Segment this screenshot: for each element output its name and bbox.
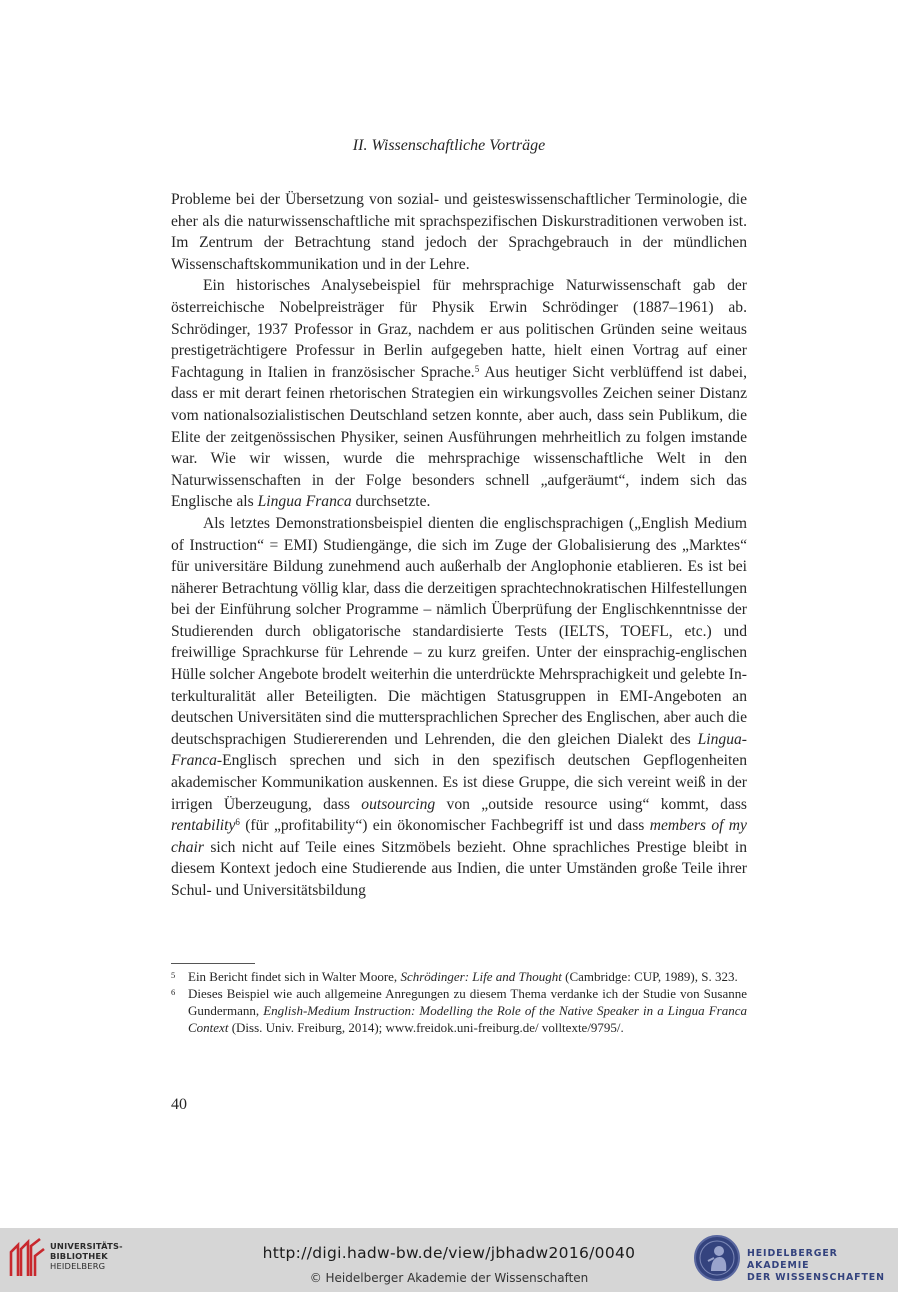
page-number: 40 [171,1096,187,1113]
running-head: II. Wissenschaftliche Vorträge [352,137,546,154]
footnote-mark-5: 5 [171,970,176,980]
permalink-url[interactable]: http://digi.hadw-bw.de/view/jbhadw2016/0040 [262,1244,636,1262]
footnote-ref-6[interactable]: 6 [235,817,240,828]
academy-logo[interactable] [694,1235,894,1285]
footnote-mark-6: 6 [171,987,176,997]
paragraph-3: Als letztes Demonstrationsbeispiel dienten die englischsprachigen („English Medium of Instruction“ = EMI) Studiengänge, die sich im Zuge der Globalisierung des „Marktes“ für universitäre Bildung zunehmend auch außerhalb der Anglophonie etablieren. Es ist bei näherer Betrachtung völlig klar, dass die derzeitigen sprachtechnokratischen Hilfestellungen bei der Einführung solcher Programme – nämlich Überprüfung der Englischkenntnisse der Studierenden durch obligatorische standardisierte Tests (IELTS, TOEFL, etc.) und freiwillige Sprachkurse für Lehrende – zu kurz greifen. Unter der einsprachig-englischen Hülle solcher Angebote brodelt weiterhin die unterdrückte Mehrsprachigkeit und gelebte Interkulturalität aller Beteiligten. Die mächtigen Statusgruppen in EMI-Angeboten an deutschen Universitäten sind die muttersprachlichen Sprecher des Englischen, aber auch die deutschsprachigen Studiererenden und Lehrenden, die den gleichen Dialekt des Lingua-Franca-Englisch sprechen und sich in den spezifisch deutschen Gepflogenheiten akademischer Kommunikation auskennen. Es ist diese Gruppe, die sich vereint weiß in der irrigen Überzeugung, dass outsourcing von „outside resource using“ kommt, dass rentability$^6$ (für „profitability“) ein ökonomischer Fachbegriff ist und dass members of my chair sich nicht auf Teile eines Sitzmöbels bezieht. Ohne sprachliches Prestige bleibt in diesem Kontext jedoch eine Studierende aus Indien, die unter Umständen große Teile ihrer Schul- und Universitätsbildung [171,514,747,899]
copyright-notice: © Heidelberger Akademie der Wissenschaften [309,1271,589,1285]
academy-logo-text: HEIDELBERGER AKADEMIE DER WISSENSCHAFTEN [747,1248,885,1283]
viewer-footer [0,1228,898,1292]
paragraph-1: Probleme bei der Übersetzung von sozial- und geisteswissenschaftlicher Terminologie, die eher als die naturwissenschaftliche mit sprachspezifischen Diskurstraditionen verwoben ist. Im Zentrum der Betrachtung stand jedoch der Sprachgebrauch in der mündlichen Wissenschaftskommunikation und in der Lehre. [171,191,747,273]
footnotes [171,968,747,1036]
footnote-5: 5 Ein Bericht findet sich in Walter Moore, Schrödinger: Life and Thought (Cambridge: CUP, 1989), S. 323. [171,969,738,984]
footnote-6: 6 Dieses Beispiel wie auch allgemeine Anregungen zu diesem Thema verdanke ich der Studie von Susanne Gundermann, English-Medium Instruction: Modelling the Role of the Native Speaker in a Lingua Franca Context (Diss. Univ. Freiburg, 2014); www.freidok.uni-freiburg.de/ volltexte/9795/. [171,986,747,1035]
academy-seal-icon [694,1235,740,1281]
ub-logo-text: UNIVERSITÄTS- BIBLIOTHEK HEIDELBERG [50,1241,123,1271]
body-text [171,189,747,902]
footnote-separator [171,963,255,964]
seal-figure-icon [696,1237,738,1279]
paragraph-2: Ein historisches Analysebeispiel für mehrsprachige Naturwissenschaft gab der österreichische Nobelpreisträger für Physik Erwin Schrödinger (1887–1961) ab. Schrödinger, 1937 Professor in Graz, nachdem er aus politischen Gründen seine weitaus prestigeträchtigere Professur in Berlin aufgegeben hatte, hielt einen Vortrag auf einer Fachtagung in Italien in französischer Sprache.$^5$ Aus heutiger Sicht verblüffend ist dabei, dass er mit derart feinen rhetorischen Strategien ein wirkungsvolles Zeichen seiner Distanz vom nationalsozialistischen Deutschland setzen konnte, aber auch, dass sein Publikum, die Elite der zeitgenössischen Physiker, seinen Ausführungen mehrheitlich zu folgen imstande war. Wie wir wissen, wurde die mehrsprachige wissenschaftliche Welt in den Naturwissenschaften in der Folge besonders schnell „aufgeräumt“, indem sich das Englische als Lingua Franca durchsetzte. [171,277,747,511]
footnote-ref-5[interactable]: 5 [474,363,480,374]
